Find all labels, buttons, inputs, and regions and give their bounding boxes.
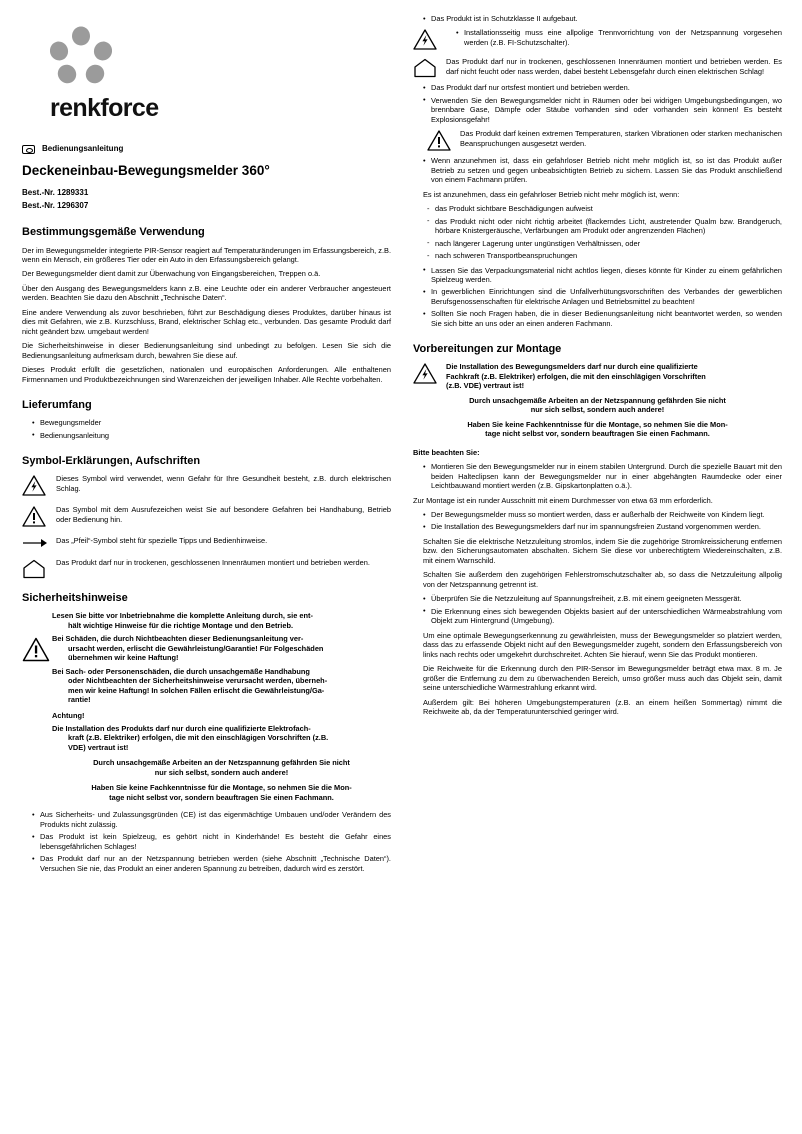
indoor-house-icon [413, 57, 439, 78]
scope-of-delivery-list [22, 418, 391, 440]
order-number-2: Best.-Nr. 1296307 [22, 201, 89, 211]
detection-p2: Die Reichweite für die Erkennung durch den PIR-Sensor im Bewegungsmelder beträgt etwa max. 8 m. Je größer die Entfernung zu dem zu überwachenden Bereich, umso größer muss auch das Objekt sein, damit seine unterschiedliche Wärmestrahlung erkannt wird. [423, 664, 782, 693]
german-flag-icon [22, 145, 35, 154]
detection-p1: Um eine optimale Bewegungserkennung zu gewährleisten, muss der Bewegungsmelder so platziert werden, dass das zu erfassende Objekt nicht auf den Bewegungsmelder zugeht, sondern den Erfassungsbereich von links nach rechts oder umgekehrt durchschreitet. Achten Sie hierauf, wenn Sie das Produkt montieren. [423, 630, 782, 659]
safety-notice-block [22, 611, 391, 802]
section-scope-of-delivery-title: Lieferumfang [22, 399, 92, 412]
list-item: - nach längerer Lagerung unter ungünstigen Verhältnissen, oder [427, 239, 782, 248]
intended-use-p6: Dieses Produkt erfüllt die gesetzlichen, nationalen und europäischen Anforderungen. Alle enthaltenen Firmennamen und Produktbezeichnungen sind Warenzeichen der jeweiligen Inhaber. Alle Rechte vorbehalten. [22, 365, 391, 384]
list-item: • Das Produkt darf nur ortsfest montiert und betrieben werden. [423, 83, 782, 92]
list-item: • Die Installation des Bewegungsmelders darf nur im spannungsfreien Zustand vorgenommen werden. [423, 522, 782, 531]
warning-electric-triangle-icon [413, 362, 439, 384]
safety-line: tage nicht selbst vor, sondern beauftragen Sie einen Fachmann. [109, 792, 334, 802]
mounting-warning-line: tage nicht selbst vor, sondern beauftragen Sie einen Fachmann. [485, 429, 710, 439]
right-top-bullet-list [413, 14, 782, 23]
mounting-warning-line: (z.B. VDE) vertraut ist! [446, 381, 525, 391]
list-item: - das Produkt sichtbare Beschädigungen aufweist [427, 204, 782, 213]
warning-sublist [446, 28, 782, 47]
mounting-warning-line: Haben Sie keine Fachkenntnisse für die Montage, so nehmen Sie die Mon- [467, 419, 728, 429]
warning-text: Das Produkt darf nur in trockenen, geschlossenen Innenräumen montiert und betrieben werden. Es darf nicht feucht oder nass werden, dabei besteht Lebensgefahr durch einen elektrischen Schlag! [446, 57, 782, 76]
arrow-icon [22, 536, 48, 549]
warning-row-exclamation [413, 129, 782, 151]
right-column [413, 14, 782, 1124]
intended-use-p3: Über den Ausgang des Bewegungsmelders kann z.B. eine Leuchte oder ein anderer Verbraucher angesteuert werden. Beachten Sie dazu den Abschnitt „Technische Daten“. [22, 283, 391, 303]
note-list-3 [413, 594, 782, 625]
right-bullet-list-1 [413, 83, 782, 124]
list-item: • Das Produkt ist in Schutzklasse II aufgebaut. [423, 14, 782, 23]
warning-exclamation-triangle-icon [427, 129, 453, 151]
safety-line: übernehmen wir keine Haftung! [68, 653, 179, 663]
safety-line: men wir keine Haftung! In solchen Fällen erlischt die Gewährleistung/Ga- [68, 685, 325, 695]
list-item: • Das Produkt darf nur an der Netzspannung betrieben werden (siehe Abschnitt „Technische Daten“). Versuchen Sie nie, das Produkt an einer anderen Spannung zu betreiben, dadurch wird es zerstört. [32, 854, 391, 873]
symbol-row-arrow [22, 536, 391, 549]
assumption-intro: Es ist anzunehmen, dass ein gefahrloser Betrieb nicht mehr möglich ist, wenn: [423, 189, 680, 199]
list-item: • Wenn anzunehmen ist, dass ein gefahrloser Betrieb nicht mehr möglich ist, so ist das Produkt außer Betrieb zu setzen und gegen unbeabsichtigten Betrieb zu sichern. Lassen Sie das Produkt anschließend von einem Fachmann prüfen. [423, 156, 782, 184]
mounting-warning-center-block [413, 396, 782, 439]
safety-line: Lesen Sie bitte vor Inbetriebnahme die komplette Anleitung durch, sie ent- [52, 611, 313, 621]
symbol-text: Dieses Symbol wird verwendet, wenn Gefahr für Ihre Gesundheit besteht, z.B. durch elektrischen Schlag. [56, 474, 391, 493]
list-item: • Überprüfen Sie die Netzzuleitung auf Spannungsfreiheit, z.B. mit einem geeigneten Messgerät. [423, 594, 782, 603]
detection-p3: Außerdem gilt: Bei höheren Umgebungstemperaturen (z.B. an einem heißen Sommertag) nimmt die Reichweite ab, da der Temperaturunterschied geringer wird. [423, 697, 782, 716]
switch-off-p1: Schalten Sie die elektrische Netzzuleitung stromlos, indem Sie die zugehörige Stromkreissicherung entfernen bzw. den Sicherungsautomaten abschalten. Sichern Sie diese vor unberechtigtem Wiedereinschalten, z.B. mit einem Warnschild. [423, 536, 782, 565]
list-item: • Montieren Sie den Bewegungsmelder nur in einem stabilen Untergrund. Durch die spezielle Bauart mit den beiden Halteclipsen kann der Bewegungsmelder nur in einer abgehängten Raumdecke oder einer Leichtbauwand montiert werden (z.B. Gipskartonplatten o.ä.). [423, 462, 782, 490]
warning-exclamation-triangle-icon [22, 637, 50, 662]
note-title: Bitte beachten Sie: [413, 447, 480, 457]
safety-line: ursacht werden, erlischt die Gewährleistung/Garantie! Für Folgeschäden [68, 643, 324, 653]
safety-line: oder Nichtbeachten der Sicherheitshinweise verursacht werden, überneh- [68, 676, 328, 686]
brand-logo [50, 26, 391, 124]
warning-row-indoor [413, 57, 782, 78]
section-safety-title: Sicherheitshinweise [22, 592, 128, 605]
flower-petal-logo-icon [50, 26, 112, 84]
note-list-2 [413, 510, 782, 532]
safety-line: Durch unsachgemäße Arbeiten an der Netzspannung gefährden Sie nicht [93, 758, 350, 768]
mounting-warning-line: Die Installation des Bewegungsmelders darf nur durch eine qualifizierte [446, 362, 698, 372]
right-bullet-list-3 [413, 266, 782, 329]
indoor-house-icon [22, 558, 48, 579]
symbol-text: Das Symbol mit dem Ausrufezeichen weist Sie auf besondere Gefahren bei Handhabung, Betrieb oder Bedienung hin. [56, 505, 391, 524]
mounting-warning-line: Durch unsachgemäße Arbeiten an der Netzspannung gefährden Sie nicht [469, 395, 726, 405]
safety-line: hält wichtige Hinweise für die richtige Montage und den Betrieb. [68, 620, 294, 630]
intended-use-p1: Der im Bewegungsmelder integrierte PIR-Sensor reagiert auf Temperaturänderungen im Erfassungsbereich, z.B. wenn ein Mensch, ein größeres Tier oder ein Auto in den Erfassungsbereich gelangt. [22, 245, 391, 264]
list-item: • Das Produkt ist kein Spielzeug, es gehört nicht in Kinderhände! Es besteht die Gefahr eines lebensgefährlichen Schlages! [32, 832, 391, 851]
intended-use-p4: Eine andere Verwendung als zuvor beschrieben, führt zur Beschädigung dieses Produktes, darüber hinaus ist dies mit Gefahren, wie z.B. Kurzschluss, Brand, elektrischer Schlag etc., verbunden. Das gesamte Produkt darf nicht geändert bzw. umgebaut werden! [22, 307, 391, 336]
list-item: • Lassen Sie das Verpackungsmaterial nicht achtlos liegen, dieses könnte für Kinder zu einem gefährlichen Spielzeug werden. [423, 266, 782, 285]
safety-bullet-list [22, 810, 391, 873]
symbol-text: Das „Pfeil“-Symbol steht für spezielle Tipps und Bedienhinweise. [56, 536, 268, 546]
manual-language-line [22, 144, 391, 154]
mounting-warning-block [413, 362, 782, 390]
list-item: - nach schweren Transportbeanspruchungen [427, 251, 782, 260]
left-column [22, 14, 391, 1124]
order-number-1: Best.-Nr. 1289331 [22, 187, 89, 197]
symbol-row-electric [22, 474, 391, 496]
list-item: • Der Bewegungsmelder muss so montiert werden, dass er außerhalb der Reichweite von Kindern liegt. [423, 510, 782, 519]
right-bullet-list-2 [413, 156, 782, 184]
list-item: • Verwenden Sie den Bewegungsmelder nicht in Räumen oder bei widrigen Umgebungsbedingungen, wo brennbare Gase, Dämpfe oder Stäube vorhanden sind oder vorhanden sein können! Es besteht Explosionsgefahr! [423, 96, 782, 124]
list-item: - das Produkt nicht oder nicht richtig arbeitet (flackerndes Licht, austretender Qualm bzw. Brandgeruch, hörbare Knistergeräusche, Verfärbungen am Produkt oder angrenzenden Flächen) [427, 217, 782, 236]
mounting-warning-line: Fachkraft (z.B. Elektriker) erfolgen, die mit den einschlägigen Vorschriften [446, 371, 706, 381]
mounting-warning-line: nur sich selbst, sondern auch andere! [530, 405, 665, 415]
safety-line: Die Installation des Produkts darf nur durch eine qualifizierte Elektrofach- [52, 724, 311, 733]
symbol-row-indoor [22, 558, 391, 579]
warning-row-electric-1 [413, 28, 782, 52]
safety-line: Bei Sach- oder Personenschäden, die durch unsachgemäße Handhabung [52, 666, 310, 676]
list-item: • Aus Sicherheits- und Zulassungsgründen (CE) ist das eigenmächtige Umbauen und/oder Verändern des Produkts nicht zulässig. [32, 810, 391, 829]
note-p2: Zur Montage ist ein runder Ausschnitt mit einem Durchmesser von etwa 63 mm erforderlich. [413, 495, 713, 505]
safety-line: kraft (z.B. Elektriker) erfolgen, die mit den einschlägigen Vorschriften (z.B. [68, 733, 329, 743]
safety-line: Haben Sie keine Fachkenntnisse für die Montage, so nehmen Sie die Mon- [91, 783, 352, 793]
brand-name: renkforce [50, 94, 159, 123]
symbol-row-exclamation [22, 505, 391, 527]
warning-text: Das Produkt darf keinen extremen Temperaturen, starken Vibrationen oder starken mechanischen Beanspruchungen ausgesetzt werden. [460, 129, 782, 148]
switch-off-p2: Schalten Sie außerdem den zugehörigen Fehlerstromschutzschalter ab, so dass die Netzzuleitung allpolig von der Netzspannung getrennt ist. [423, 570, 782, 589]
safety-line-attention: Achtung! [52, 710, 85, 720]
safety-line: Bei Schäden, die durch Nichtbeachten dieser Bedienungsanleitung ver- [52, 634, 304, 644]
manual-label: Bedienungsanleitung [42, 144, 124, 154]
note-list-1 [413, 462, 782, 490]
intended-use-p5: Die Sicherheitshinweise in dieser Bedienungsanleitung sind unbedingt zu befolgen. Lesen Sie sich die Bedienungsanleitung aufmerksam durch, bewahren Sie diese auf. [22, 341, 391, 360]
safety-line: rantie! [68, 695, 91, 705]
safety-line: VDE) vertraut ist! [68, 742, 129, 752]
section-symbols-title: Symbol-Erklärungen, Aufschriften [22, 455, 201, 468]
warning-electric-triangle-icon [22, 474, 48, 496]
list-item: • Sollten Sie noch Fragen haben, die in dieser Bedienungsanleitung nicht beantwortet werden, so wenden Sie sich bitte an uns oder an einen anderen Fachmann. [423, 309, 782, 328]
list-item: • Die Erkennung eines sich bewegenden Objekts basiert auf der unterschiedlichen Wärmeabstrahlung vom Objekt zum Hintergrund (Umgebung). [423, 607, 782, 626]
list-item: • Bedienungsanleitung [32, 431, 391, 440]
list-item: • In gewerblichen Einrichtungen sind die Unfallverhütungsvorschriften des Verbandes der gewerblichen Berufsgenossenschaften für elektrische Anlagen und Betriebsmittel zu beachten! [423, 287, 782, 306]
list-item: • Installationsseitig muss eine allpolige Trennvorrichtung von der Netzspannung vorgesehen werden (z.B. FI-Schutzschalter). [456, 28, 782, 47]
assumption-list [413, 204, 782, 260]
page-title: Deckeneinbau-Bewegungsmelder 360° [22, 162, 270, 178]
safety-line: nur sich selbst, sondern auch andere! [154, 767, 289, 777]
warning-electric-triangle-icon [413, 28, 439, 50]
two-column-layout [22, 14, 782, 1124]
list-item: • Bewegungsmelder [32, 418, 391, 427]
intended-use-p2: Der Bewegungsmelder dient damit zur Überwachung von Eingangsbereichen, Treppen o.ä. [22, 269, 321, 279]
section-mounting-prep-title: Vorbereitungen zur Montage [413, 343, 562, 356]
symbol-text: Das Produkt darf nur in trockenen, geschlossenen Innenräumen montiert und betrieben werden. [56, 558, 370, 568]
section-intended-use-title: Bestimmungsgemäße Verwendung [22, 226, 205, 239]
warning-exclamation-triangle-icon [22, 505, 48, 527]
